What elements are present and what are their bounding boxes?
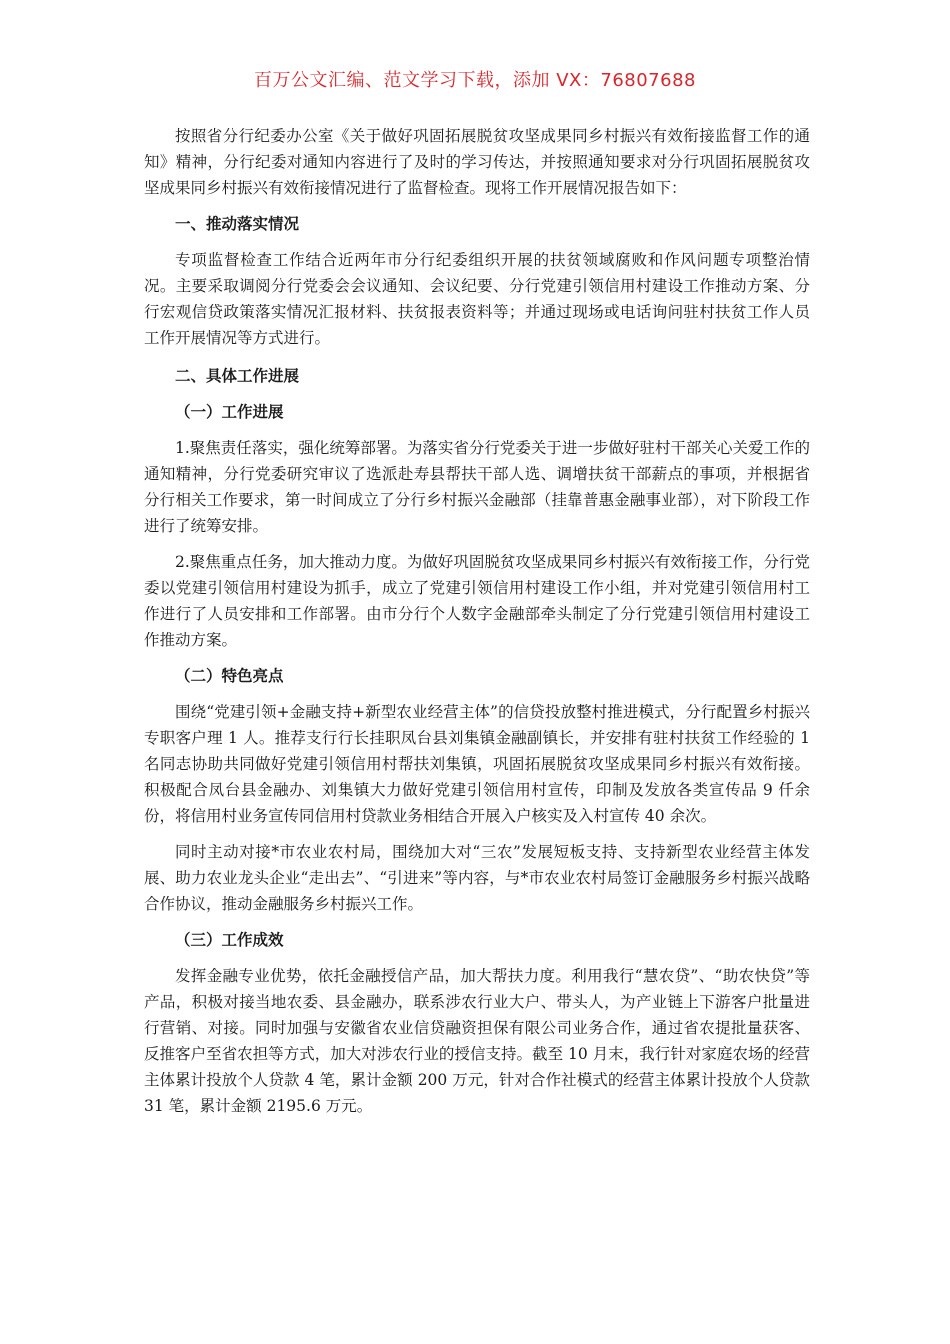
subsection-heading-work-progress: （一）工作进展 [175,403,284,421]
subsection-heading-results: （三）工作成效 [175,931,284,949]
work-progress-paragraph-2: 2.聚焦重点任务，加大推动力度。为做好巩固脱贫攻坚成果同乡村振兴有效衔接工作，分行党委以党建引领信用村建设为抓手，成立了党建引领信用村建设工作小组，并对党建引领信用村工作进行了人员安排和工作部署。由市分行个人数字金融部牵头制定了分行党建引领信用村建设工作推动方案。 [144,553,810,649]
subsection-heading-highlights: （二）特色亮点 [175,667,284,685]
watermark-header: 百万公文汇编、范文学习下载，添加 VX：76807688 [254,70,696,91]
document-body [144,123,810,1119]
section-heading-implementation: 一、推动落实情况 [175,215,300,233]
highlights-paragraph-1: 围绕“党建引领+金融支持+新型农业经营主体”的信贷投放整村推进模式，分行配置乡村振兴专职客户理 1 人。推荐支行行长挂职凤台县刘集镇金融副镇长，并安排有驻村扶贫工作经验的 1 名同志协助共同做好党建引领信用村帮扶刘集镇，巩固拓展脱贫攻坚成果同乡村振兴有效衔接。积极配合凤台县金融办、刘集镇大力做好党建引领信用村宣传，印制及发放各类宣传品 9 仟余份，将信用村业务宣传同信用村贷款业务相结合开展入户核实及入村宣传 40 余次。 [144,703,810,825]
highlights-paragraph-2: 同时主动对接*市农业农村局，围绕加大对“三农”发展短板支持、支持新型农业经营主体发展、助力农业龙头企业“走出去”、“引进来”等内容，与*市农业农村局签订金融服务乡村振兴战略合作协议，推动金融服务乡村振兴工作。 [144,843,810,913]
implementation-paragraph: 专项监督检查工作结合近两年市分行纪委组织开展的扶贫领域腐败和作风问题专项整治情况。主要采取调阅分行党委会会议通知、会议纪要、分行党建引领信用村建设工作推动方案、分行宏观信贷政策落实情况汇报材料、扶贫报表资料等；并通过现场或电话询问驻村扶贫工作人员工作开展情况等方式进行。 [144,251,810,347]
section-heading-progress: 二、具体工作进展 [175,367,300,385]
work-progress-paragraph-1: 1.聚焦责任落实，强化统筹部署。为落实省分行党委关于进一步做好驻村干部关心关爱工作的通知精神，分行党委研究审议了选派赴寿县帮扶干部人选、调增扶贫干部薪点的事项，并根据省分行相关工作要求，第一时间成立了分行乡村振兴金融部（挂靠普惠金融事业部），对下阶段工作进行了统筹安排。 [144,439,810,535]
intro-paragraph: 按照省分行纪委办公室《关于做好巩固拓展脱贫攻坚成果同乡村振兴有效衔接监督工作的通知》精神，分行纪委对通知内容进行了及时的学习传达，并按照通知要求对分行巩固拓展脱贫攻坚成果同乡村振兴有效衔接情况进行了监督检查。现将工作开展情况报告如下： [144,127,810,197]
results-paragraph: 发挥金融专业优势，依托金融授信产品，加大帮扶力度。利用我行“慧农贷”、“助农快贷”等产品，积极对接当地农委、县金融办，联系涉农行业大户、带头人，为产业链上下游客户批量进行营销、对接。同时加强与安徽省农业信贷融资担保有限公司业务合作，通过省农提批量获客、反推客户至省农担等方式，加大对涉农行业的授信支持。截至 10 月末，我行针对家庭农场的经营主体累计投放个人贷款 4 笔，累计金额 200 万元，针对合作社模式的经营主体累计投放个人贷款 31 笔，累计金额 2195.6 万元。 [144,967,810,1115]
